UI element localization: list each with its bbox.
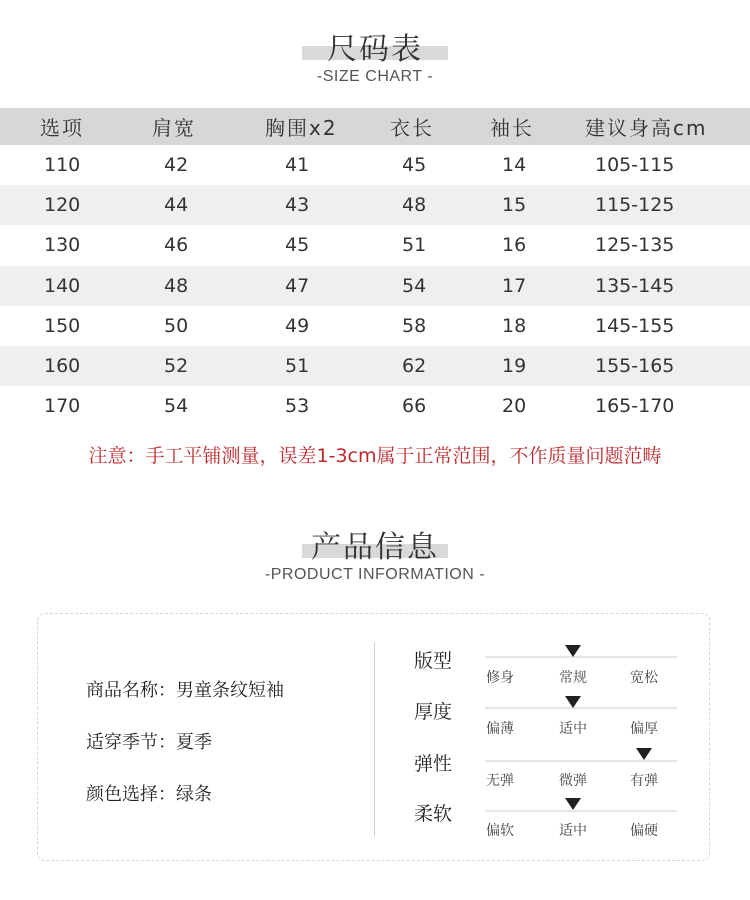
table-cell: 50 bbox=[164, 314, 189, 337]
table-cell: 48 bbox=[120, 266, 235, 306]
size-chart-title-text: 尺码表 bbox=[327, 32, 423, 67]
attribute-option: 微弹 bbox=[559, 773, 587, 789]
product-info-title-text: 产品信息 bbox=[311, 530, 439, 565]
size-table bbox=[0, 108, 750, 426]
table-cell: 52 bbox=[120, 346, 235, 386]
table-cell: 54 bbox=[164, 395, 189, 418]
attribute-track bbox=[485, 656, 677, 658]
table-cell: 41 bbox=[285, 154, 310, 177]
table-cell: 125-135 bbox=[595, 234, 675, 257]
table-cell: 49 bbox=[285, 314, 310, 337]
header-cell: 选项 bbox=[0, 108, 120, 145]
measurement-note: 注意：手工平铺测量，误差1-3cm属于正常范围，不作质量问题范畴 bbox=[88, 445, 662, 467]
table-row bbox=[0, 225, 750, 265]
table-cell: 145-155 bbox=[595, 314, 675, 337]
table-cell: 160 bbox=[0, 346, 120, 386]
table-cell: 42 bbox=[164, 154, 189, 177]
table-cell: 14 bbox=[502, 154, 527, 177]
attribute-track bbox=[485, 810, 677, 812]
attribute-label: 弹性 bbox=[414, 753, 453, 775]
table-cell: 155-165 bbox=[555, 346, 750, 386]
table-cell: 66 bbox=[402, 395, 427, 418]
attribute-option: 适中 bbox=[559, 823, 587, 839]
table-cell: 44 bbox=[120, 185, 235, 225]
table-cell: 15 bbox=[460, 185, 555, 225]
attribute-option: 宽松 bbox=[630, 670, 658, 686]
table-cell: 115-125 bbox=[555, 185, 750, 225]
table-cell: 53 bbox=[285, 395, 310, 418]
table-row bbox=[0, 386, 750, 426]
attribute-option: 偏厚 bbox=[630, 721, 658, 737]
header-cell: 肩宽 bbox=[120, 108, 235, 145]
attribute-option: 适中 bbox=[559, 721, 587, 737]
table-cell: 48 bbox=[360, 185, 460, 225]
attribute-track bbox=[485, 707, 677, 709]
table-row bbox=[0, 306, 750, 346]
attribute-option: 修身 bbox=[486, 670, 514, 686]
table-cell: 135-145 bbox=[555, 266, 750, 306]
table-row bbox=[0, 266, 750, 306]
attribute-option: 无弹 bbox=[486, 773, 514, 789]
table-cell: 140 bbox=[0, 266, 120, 306]
table-cell: 130 bbox=[44, 234, 81, 257]
table-cell: 43 bbox=[235, 185, 360, 225]
attribute-option: 偏硬 bbox=[630, 823, 658, 839]
table-cell: 54 bbox=[360, 266, 460, 306]
product-info-subtitle: -PRODUCT INFORMATION - bbox=[264, 566, 486, 583]
selected-arrow-icon bbox=[565, 798, 581, 810]
table-cell: 46 bbox=[164, 234, 189, 257]
attribute-option: 有弹 bbox=[630, 773, 658, 789]
table-row bbox=[0, 346, 750, 386]
attribute-option: 常规 bbox=[559, 670, 587, 686]
table-cell: 17 bbox=[460, 266, 555, 306]
product-info-card bbox=[37, 613, 710, 861]
table-cell: 120 bbox=[0, 185, 120, 225]
table-cell: 19 bbox=[460, 346, 555, 386]
size-table-header-row bbox=[0, 108, 750, 145]
product-info-title bbox=[0, 522, 750, 566]
attribute-label: 柔软 bbox=[414, 803, 453, 825]
attribute-label: 厚度 bbox=[414, 701, 453, 723]
table-row bbox=[0, 185, 750, 225]
product-color: 颜色选择：绿条 bbox=[86, 784, 212, 805]
product-season: 适穿季节：夏季 bbox=[86, 732, 212, 753]
attribute-option: 偏薄 bbox=[486, 721, 514, 737]
card-divider bbox=[374, 642, 375, 836]
selected-arrow-icon bbox=[565, 645, 581, 657]
header-cell: 袖长 bbox=[460, 108, 555, 145]
table-cell: 62 bbox=[360, 346, 460, 386]
selected-arrow-icon bbox=[565, 696, 581, 708]
product-name: 商品名称：男童条纹短袖 bbox=[86, 680, 284, 701]
table-cell: 20 bbox=[502, 395, 527, 418]
attribute-track bbox=[485, 760, 677, 762]
size-chart-title bbox=[0, 24, 750, 68]
attribute-label: 版型 bbox=[414, 650, 453, 672]
header-cell: 衣长 bbox=[360, 108, 460, 145]
table-row bbox=[0, 145, 750, 185]
header-cell: 胸围x2 bbox=[235, 108, 360, 145]
table-cell: 105-115 bbox=[595, 154, 675, 177]
table-cell: 16 bbox=[502, 234, 527, 257]
attribute-option: 偏软 bbox=[486, 823, 514, 839]
header-cell: 建议身高cm bbox=[555, 108, 750, 145]
table-cell: 18 bbox=[502, 314, 527, 337]
selected-arrow-icon bbox=[636, 748, 652, 760]
table-cell: 58 bbox=[402, 314, 427, 337]
table-cell: 150 bbox=[44, 314, 81, 337]
table-cell: 110 bbox=[44, 154, 81, 177]
table-cell: 47 bbox=[235, 266, 360, 306]
table-cell: 45 bbox=[402, 154, 427, 177]
table-cell: 170 bbox=[44, 395, 81, 418]
size-chart-subtitle: -SIZE CHART - bbox=[316, 68, 434, 85]
table-cell: 51 bbox=[235, 346, 360, 386]
table-cell: 51 bbox=[402, 234, 427, 257]
table-cell: 45 bbox=[285, 234, 310, 257]
table-cell: 165-170 bbox=[595, 395, 675, 418]
